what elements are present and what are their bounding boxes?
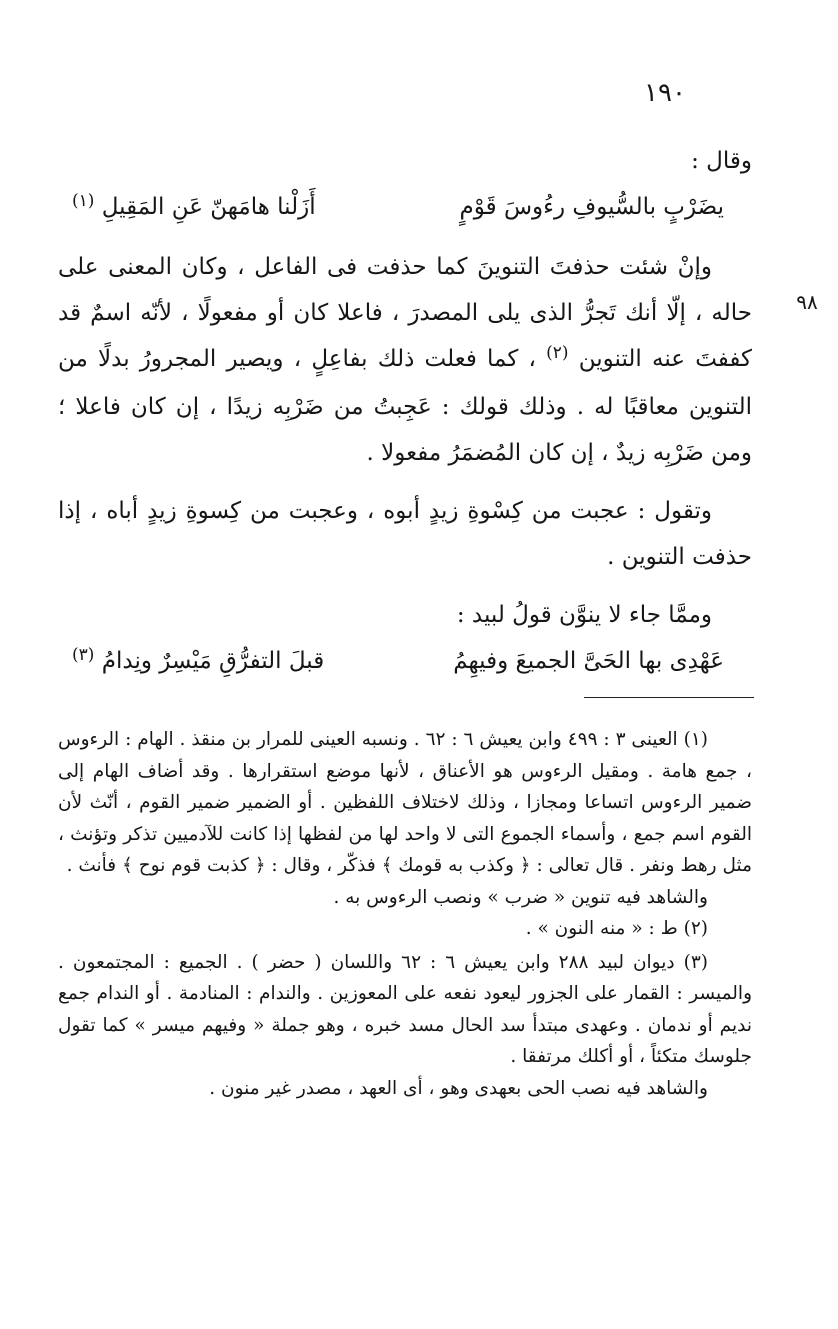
- verse-1-hemistich-2-text: أَزَلْنا هامَهنّ عَنِ المَقِيلِ: [101, 194, 316, 220]
- verse-1: [58, 184, 752, 232]
- verse-2-hemistich-2-text: قبلَ التفرُّقِ مَيْسِرٌ ونِدامُ: [101, 648, 325, 674]
- footnote-ref-2: (٢): [546, 343, 569, 363]
- footnotes: [58, 724, 752, 1104]
- paragraph-1-text: وإنْ شئت حذفتَ التنوينَ كما حذفت فى الفاعل ، وكان المعنى على حاله ، إلّا أنك تَجرُّ الذى يلى المصدرَ ، فاعلا كان أو مفعولًا ، لأنّه اسمٌ قد كففتَ عنه التنوين: [58, 254, 753, 372]
- footnote-3: (٣) ديوان لبيد ٢٨٨ وابن يعيش ٦ : ٦٢ واللسان ( حضر ) . الجميع : المجتمعون . والميسر : القمار على الجزور ليعود نفعه على المعوزين . والندام : المنادمة . أو الندام جمع نديم أو ندمان . وعهدى مبتدأ سد الحال مسد خبره ، وهو جملة « وفيهم ميسر » كما تقول جلوسك متكئاً ، أو أكلك مرتفقا .: [58, 951, 752, 1067]
- verse-1-hemistich-2: [58, 184, 424, 232]
- page-number: ١٩٠: [644, 78, 686, 108]
- verse-1-hemistich-1: يضَرْبٍ بالسُّيوفِ رءُوسَ قَوْمٍ: [459, 194, 724, 220]
- verse-2-hemistich-1: عَهْدِى بها الحَىَّ الجميعَ وفيهِمُ: [453, 648, 724, 674]
- verse-2: [58, 638, 752, 686]
- margin-number: ٩٨: [796, 290, 818, 314]
- paragraph-3: وممَّا جاء لا ينوَّن قولُ لبيد :: [456, 602, 712, 628]
- paragraph-1: [58, 244, 752, 476]
- paragraph-2: وتقول : عجبت من كِسْوةِ زيدٍ أبوه ، وعجبت من كِسوةِ زيدٍ أباه ، إذا حذفت التنوين .: [58, 498, 752, 570]
- paragraph-1-continuation: ، كما فعلت ذلك بفاعِلٍ ، ويصير المجرورُ بدلًا من التنوين معاقبًا له . وذلك قولك : عَجِبتُ من ضَرْبِه زيدًا ، إن كان فاعلا ؛ ومن ضَرْبِه زيدٌ ، إن كان المُضمَرُ مفعولا .: [58, 346, 752, 466]
- footnote-ref-1: (١): [72, 191, 95, 211]
- main-text: [58, 138, 752, 686]
- verse-2-hemistich-2: [58, 638, 424, 686]
- footnote-3-witness: والشاهد فيه نصب الحى بعهدى وهو ، أى العهد ، مصدر غير منون .: [209, 1077, 708, 1099]
- footnote-1: (١) العينى ٣ : ٤٩٩ وابن يعيش ٦ : ٦٢ . ونسبه العينى للمرار بن منقذ . الهام : الرءوس ، جمع هامة . ومقيل الرءوس هو الأعناق ، لأنها موضع استقرارها . وقد أضاف الهام إلى ضمير الرءوس اتساعا ومجازا ، وذلك لاختلاف اللفظين . أو الضمير ضمير القوم ، أنّث لأن القوم اسم جمع ، وأسماء الجموع التى لا واحد لها من لفظها إذا كانت للآدميين تذكر وتؤنث ، مثل رهط ونفر . قال تعالى : ﴿ وكذب به قومك ﴾ فذكّر ، وقال : ﴿ كذبت قوم نوح ﴾ فأنث .: [58, 729, 752, 876]
- footnote-ref-3: (٣): [72, 645, 95, 665]
- footnote-separator: [584, 697, 754, 698]
- footnote-2: (٢) ط : « منه النون » .: [525, 918, 708, 939]
- intro-line: وقال :: [691, 148, 752, 174]
- footnote-1-witness: والشاهد فيه تنوين « ضرب » ونصب الرءوس به .: [333, 886, 708, 908]
